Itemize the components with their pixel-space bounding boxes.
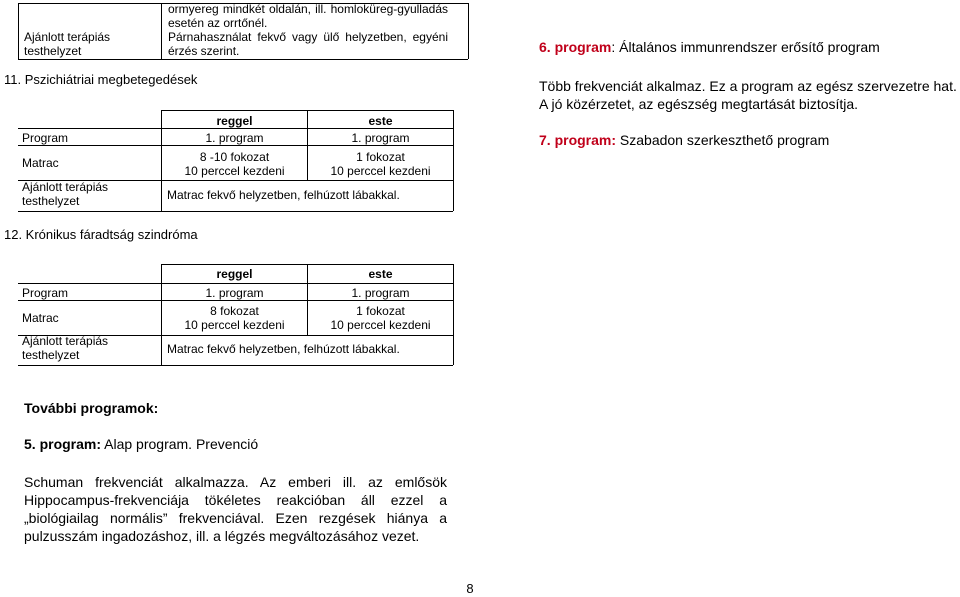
table-cell-text: esetén az orrtőnél. <box>168 16 268 30</box>
table-cell-text: Matrac fekvő helyzetben, felhúzott lábakkal. <box>167 188 400 202</box>
table-border <box>18 3 19 59</box>
column-header: reggel <box>216 114 253 128</box>
row-label: Ajánlott terápiás <box>24 30 111 44</box>
table-cell-text: 1 fokozat <box>356 150 405 164</box>
section-heading: 11. Pszichiátriai megbetegedések <box>4 72 198 87</box>
program-7-title <box>539 132 829 149</box>
paragraph-line: „biológiailag normális” frekvenciával. Ezen rezgések hiánya a <box>24 510 447 526</box>
table-cell-text: Matrac fekvő helyzetben, felhúzott lábakkal. <box>167 342 400 356</box>
paragraph-line: Schuman frekvenciát alkalmazza. Az emberi ill. az emlősök <box>24 474 447 490</box>
paragraph-line: Hippocampus-frekvenciája tökéletes reakcióban áll ezzel a <box>24 492 447 508</box>
table-border <box>18 128 453 129</box>
program-7-name: Szabadon szerkeszthető program <box>616 132 830 148</box>
table-cell-text: 10 perccel kezdeni <box>330 318 431 332</box>
row-label: testhelyzet <box>22 348 80 362</box>
table-cell-text: 1. program <box>205 131 264 145</box>
table-cell-text: 1 fokozat <box>356 304 405 318</box>
row-label: Ajánlott terápiás <box>22 334 109 348</box>
program-7-label: 7. program: <box>539 132 617 148</box>
row-label: Matrac <box>22 311 59 325</box>
further-programs-heading: További programok: <box>24 400 159 416</box>
section-heading: 12. Krónikus fáradtság szindróma <box>4 227 198 242</box>
table-cell-text: 8 fokozat <box>210 304 259 318</box>
paragraph-line: A jó közérzetet, az egészség megtartását biztosítja. <box>539 96 859 112</box>
column-header: reggel <box>216 267 253 281</box>
program-5-title <box>24 436 258 453</box>
column-header: este <box>368 267 393 281</box>
row-label: Ajánlott terápiás <box>22 180 109 194</box>
table-cell-text: 1. program <box>205 286 264 300</box>
table-cell-text: érzés szerint. <box>168 44 240 58</box>
row-label: testhelyzet <box>24 44 82 58</box>
program-6-title <box>539 39 880 56</box>
table-cell-text: 1. program <box>351 286 410 300</box>
program-6-name: : Általános immunrendszer erősítő program <box>611 39 880 55</box>
program-6-label: 6. program <box>539 39 612 55</box>
table-cell-text: 10 perccel kezdeni <box>184 318 285 332</box>
row-label: Matrac <box>22 156 59 170</box>
table-border <box>468 3 469 59</box>
row-label: Program <box>22 286 69 300</box>
column-header: este <box>368 114 393 128</box>
program-5-name: Alap program. Prevenció <box>101 436 259 452</box>
table-cell-text: ormyereg mindkét oldalán, ill. homloküreg-gyulladás <box>168 2 448 16</box>
table-border <box>453 110 454 211</box>
table-border <box>161 3 162 59</box>
table-border <box>18 145 453 146</box>
program-5-label: 5. program: <box>24 436 102 452</box>
paragraph-line: Több frekvenciát alkalmaz. Ez a program az egész szervezetre hat. <box>539 78 957 94</box>
table-cell-text: 10 perccel kezdeni <box>184 164 285 178</box>
row-label: Program <box>22 131 69 145</box>
table-border <box>18 365 453 366</box>
table-border <box>18 283 453 284</box>
table-border <box>453 264 454 365</box>
table-cell-text: 10 perccel kezdeni <box>330 164 431 178</box>
table-cell-text: Párnahasználat fekvő vagy ülő helyzetben, egyéni <box>168 30 448 44</box>
table-border <box>18 211 453 212</box>
paragraph-line: pulzusszám ingadozáshoz, ill. a légzés megváltozásához vezet. <box>24 528 420 544</box>
page-number: 8 <box>466 581 474 596</box>
table-border <box>18 300 453 301</box>
table-cell-text: 1. program <box>351 131 410 145</box>
table-cell-text: 8 -10 fokozat <box>199 150 270 164</box>
row-label: testhelyzet <box>22 194 80 208</box>
table-border <box>18 59 468 60</box>
